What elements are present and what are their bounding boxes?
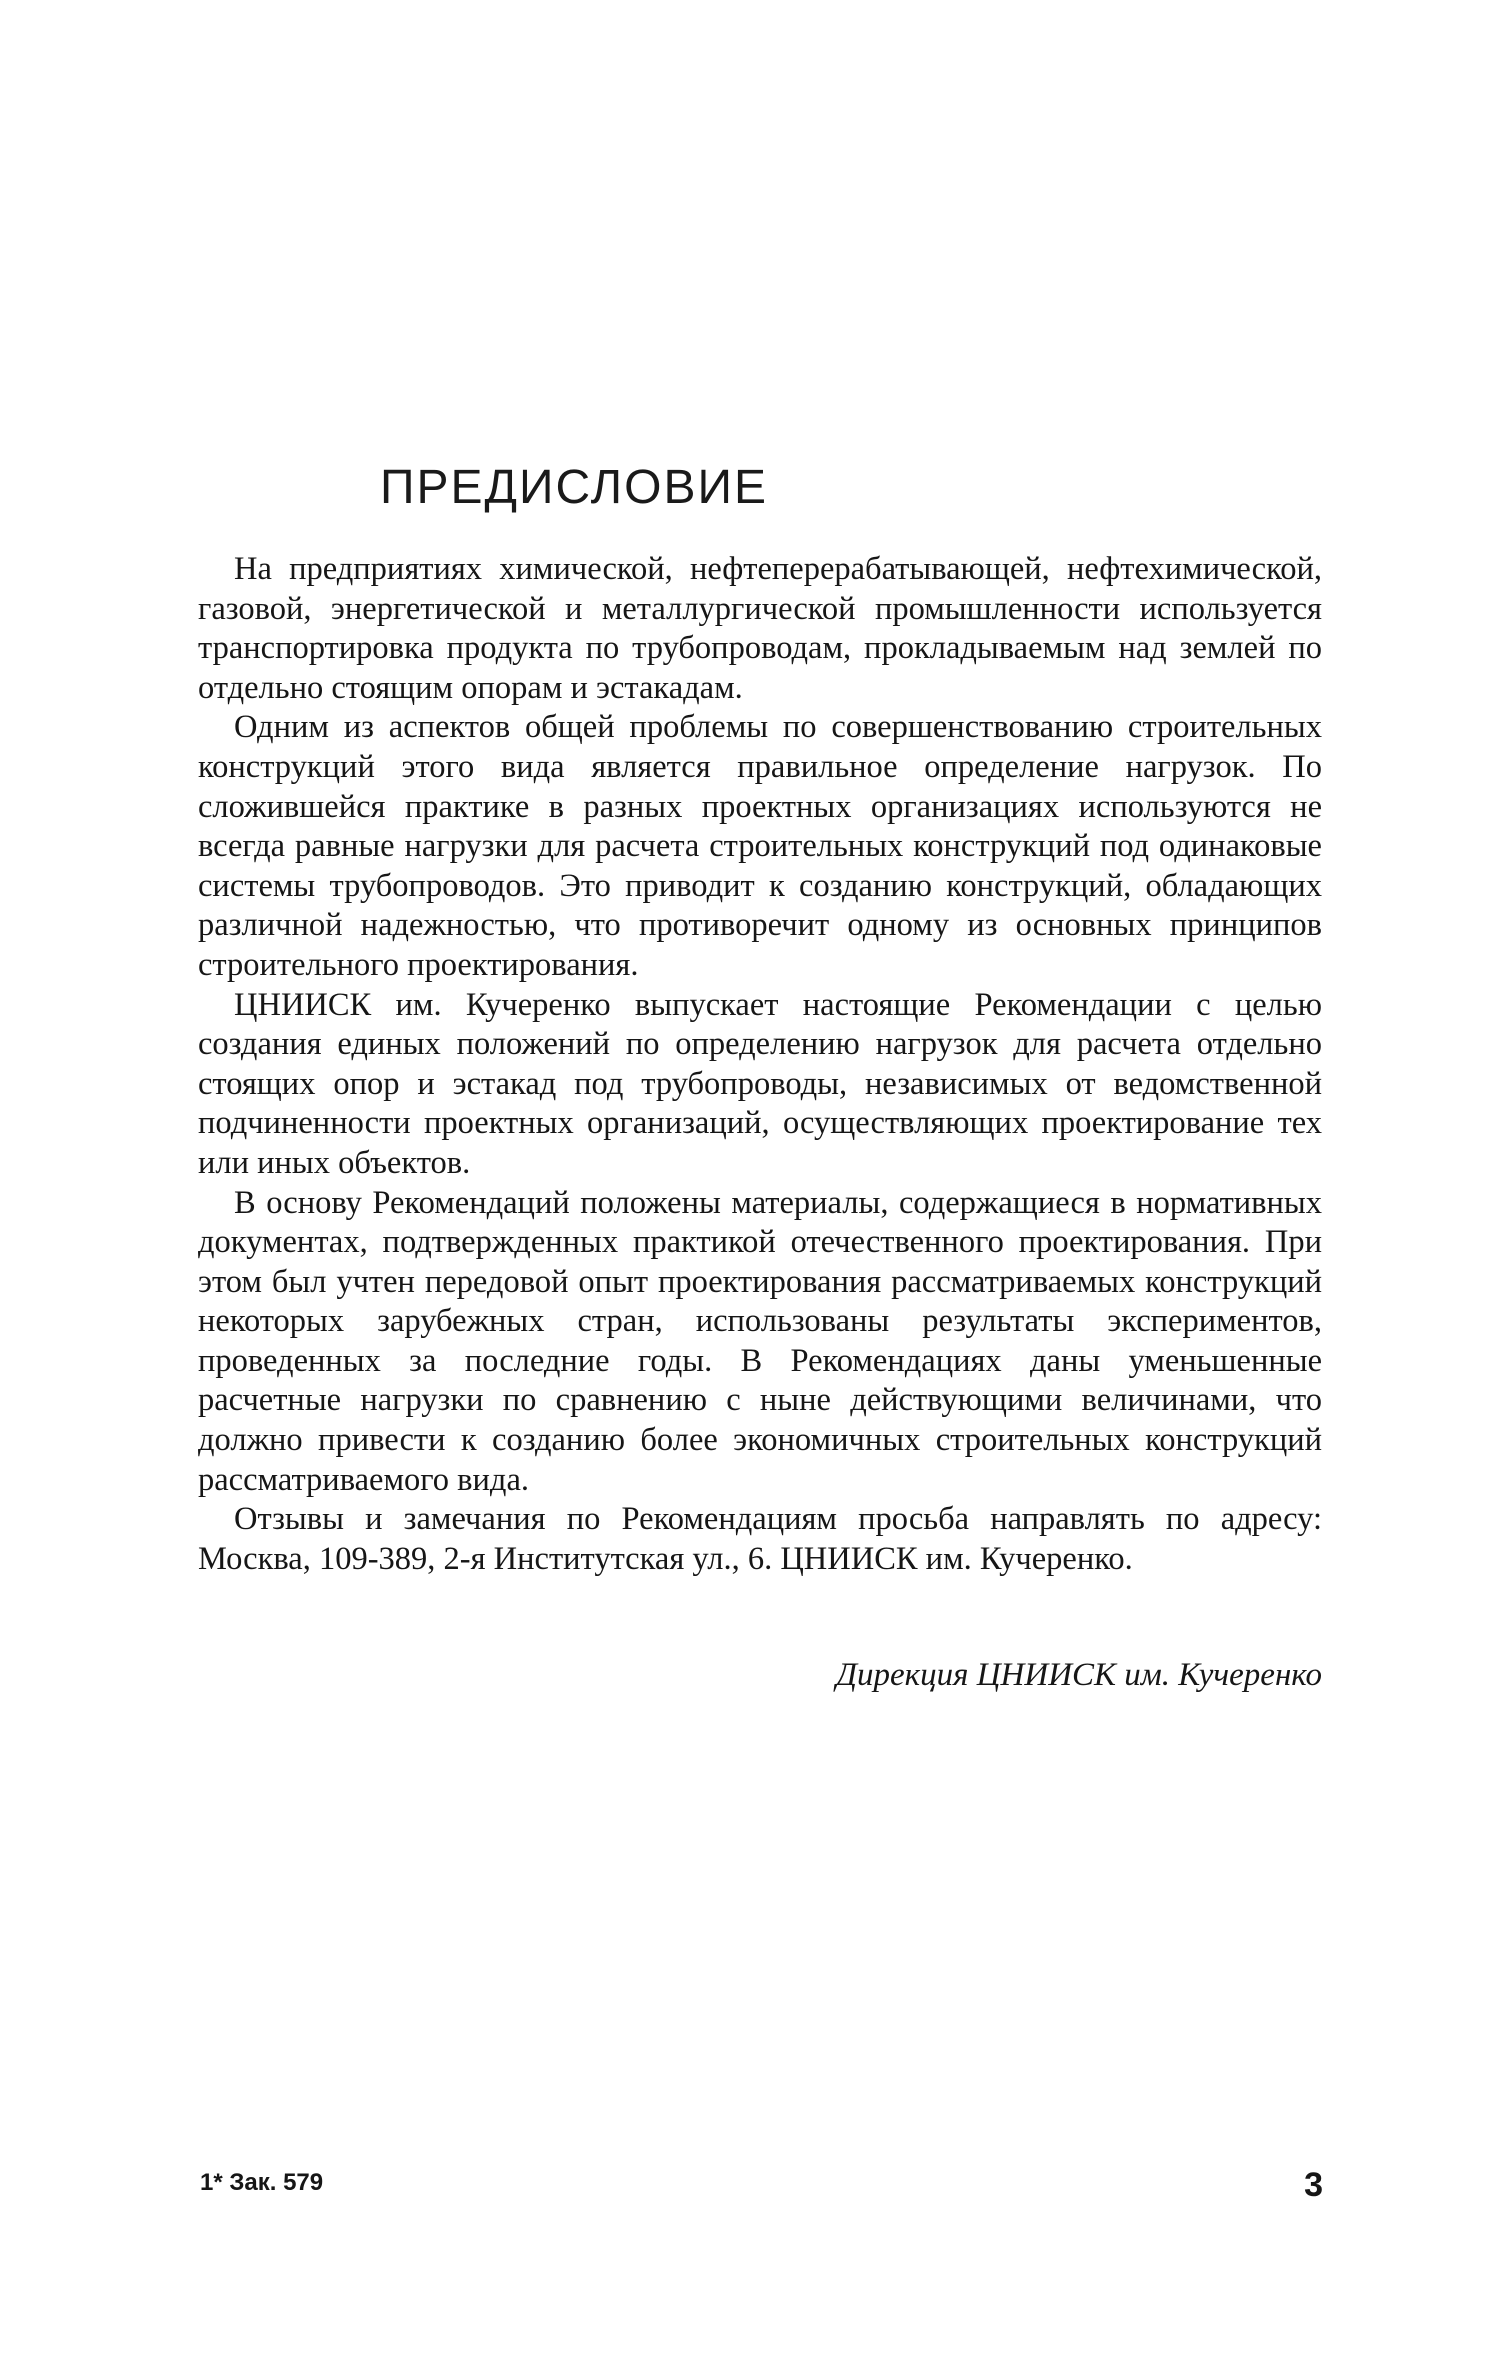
paragraph-5: Отзывы и замечания по Рекомендациям просьба направлять по адресу: Москва, 109-389, 2-я Институтская ул., 6. ЦНИИСК им. Кучеренко.: [198, 1501, 1322, 1577]
paragraph-4: В основу Рекомендаций положены материалы, содержащиеся в нормативных документах, подтвержденных практикой отечественного проектирования. При этом был учтен передовой опыт проектирования рассматриваемых конструкций некоторых зарубежных стран, использованы результаты экспериментов, проведенных за последние годы. В Рекомендациях даны уменьшенные расчетные нагрузки по сравнению с ныне действующими величинами, что должно привести к созданию более экономичных строительных конструкций рассматриваемого вида.: [198, 1184, 1322, 1498]
footer-order-number: 1* Зак. 579: [200, 2169, 324, 2196]
page-number: 3: [1304, 2166, 1323, 2204]
preface-body: [198, 550, 1322, 1579]
signature: Дирекция ЦНИИСК им. Кучеренко: [836, 1657, 1322, 1693]
page-title: ПРЕДИСЛОВИЕ: [380, 461, 768, 514]
paragraph-2: Одним из аспектов общей проблемы по совершенствованию строительных конструкций этого вида является правильное определение нагрузок. По сложившейся практике в разных проектных организациях используются не всегда равные нагрузки для расчета строительных конструкций под одинаковые системы трубопроводов. Это приводит к созданию конструкций, обладающих различной надежностью, что противоречит одному из основных принципов строительного проектирования.: [198, 709, 1322, 983]
paragraph-3: ЦНИИСК им. Кучеренко выпускает настоящие Рекомендации с целью создания единых положений по определению нагрузок для расчета отдельно стоящих опор и эстакад под трубопроводы, независимых от ведомственной подчиненности проектных организаций, осуществляющих проектирование тех или иных объектов.: [198, 986, 1322, 1181]
paragraph-1: На предприятиях химической, нефтеперерабатывающей, нефтехимической, газовой, энергетической и металлургической промышленности используется транспортировка продукта по трубопроводам, прокладываемым над землей по отдельно стоящим опорам и эстакадам.: [198, 551, 1322, 706]
